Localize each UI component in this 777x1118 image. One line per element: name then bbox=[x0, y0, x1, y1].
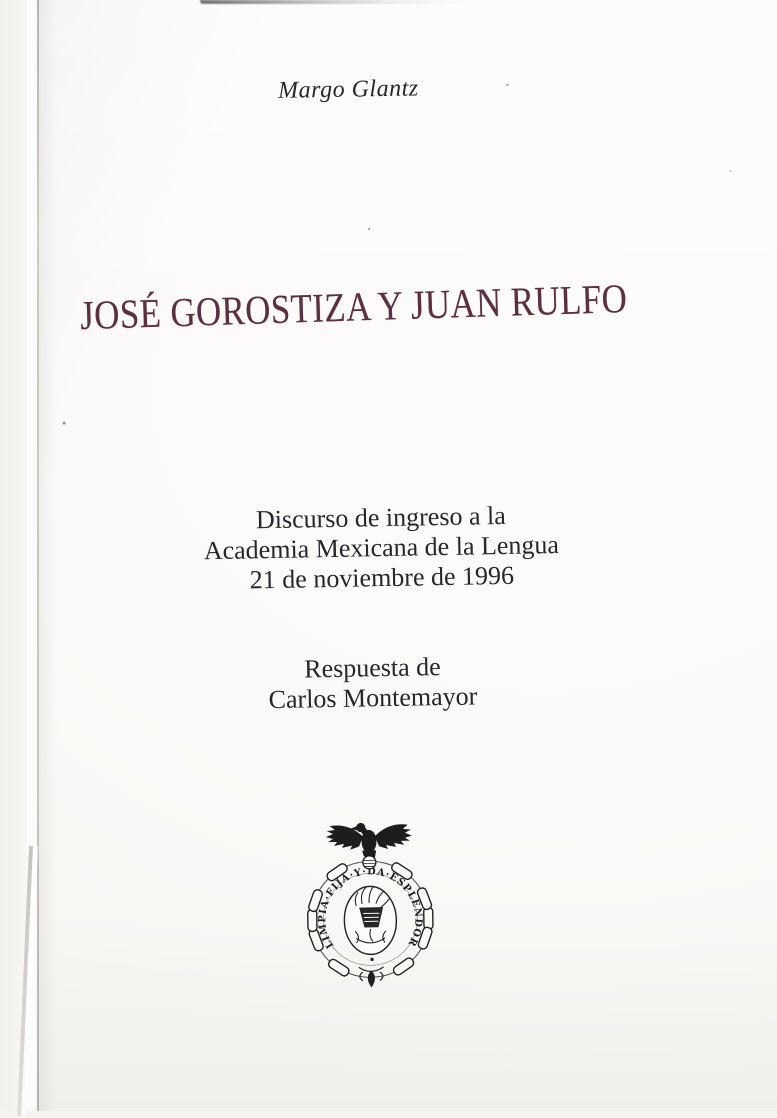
response-line-1: Respuesta de bbox=[303, 652, 441, 684]
seal-crucible bbox=[344, 886, 397, 962]
eagle-orb bbox=[363, 856, 376, 869]
paper-speck bbox=[63, 422, 66, 425]
seal-motto-text: LIMPIA·FIJA·Y·DA·ESPLENDOR bbox=[317, 866, 424, 951]
paper-speck bbox=[506, 84, 509, 86]
eagle-icon bbox=[326, 822, 413, 860]
subtitle-line-2: Academia Mexicana de la Lengua bbox=[203, 530, 560, 566]
subtitle-block bbox=[203, 500, 560, 596]
book-title: JOSÉ GOROSTIZA Y JUAN RULFO bbox=[78, 274, 628, 339]
academia-mexicana-seal-icon bbox=[298, 811, 441, 989]
response-line-2: Carlos Montemayor bbox=[268, 681, 478, 715]
response-block bbox=[268, 651, 478, 715]
subtitle-line-1: Discurso de ingreso a la bbox=[255, 500, 506, 535]
paper-speck bbox=[729, 170, 731, 172]
subtitle-line-3: 21 de noviembre de 1996 bbox=[249, 560, 515, 595]
author-name: Margo Glantz bbox=[277, 75, 419, 104]
paper-speck bbox=[368, 227, 371, 231]
